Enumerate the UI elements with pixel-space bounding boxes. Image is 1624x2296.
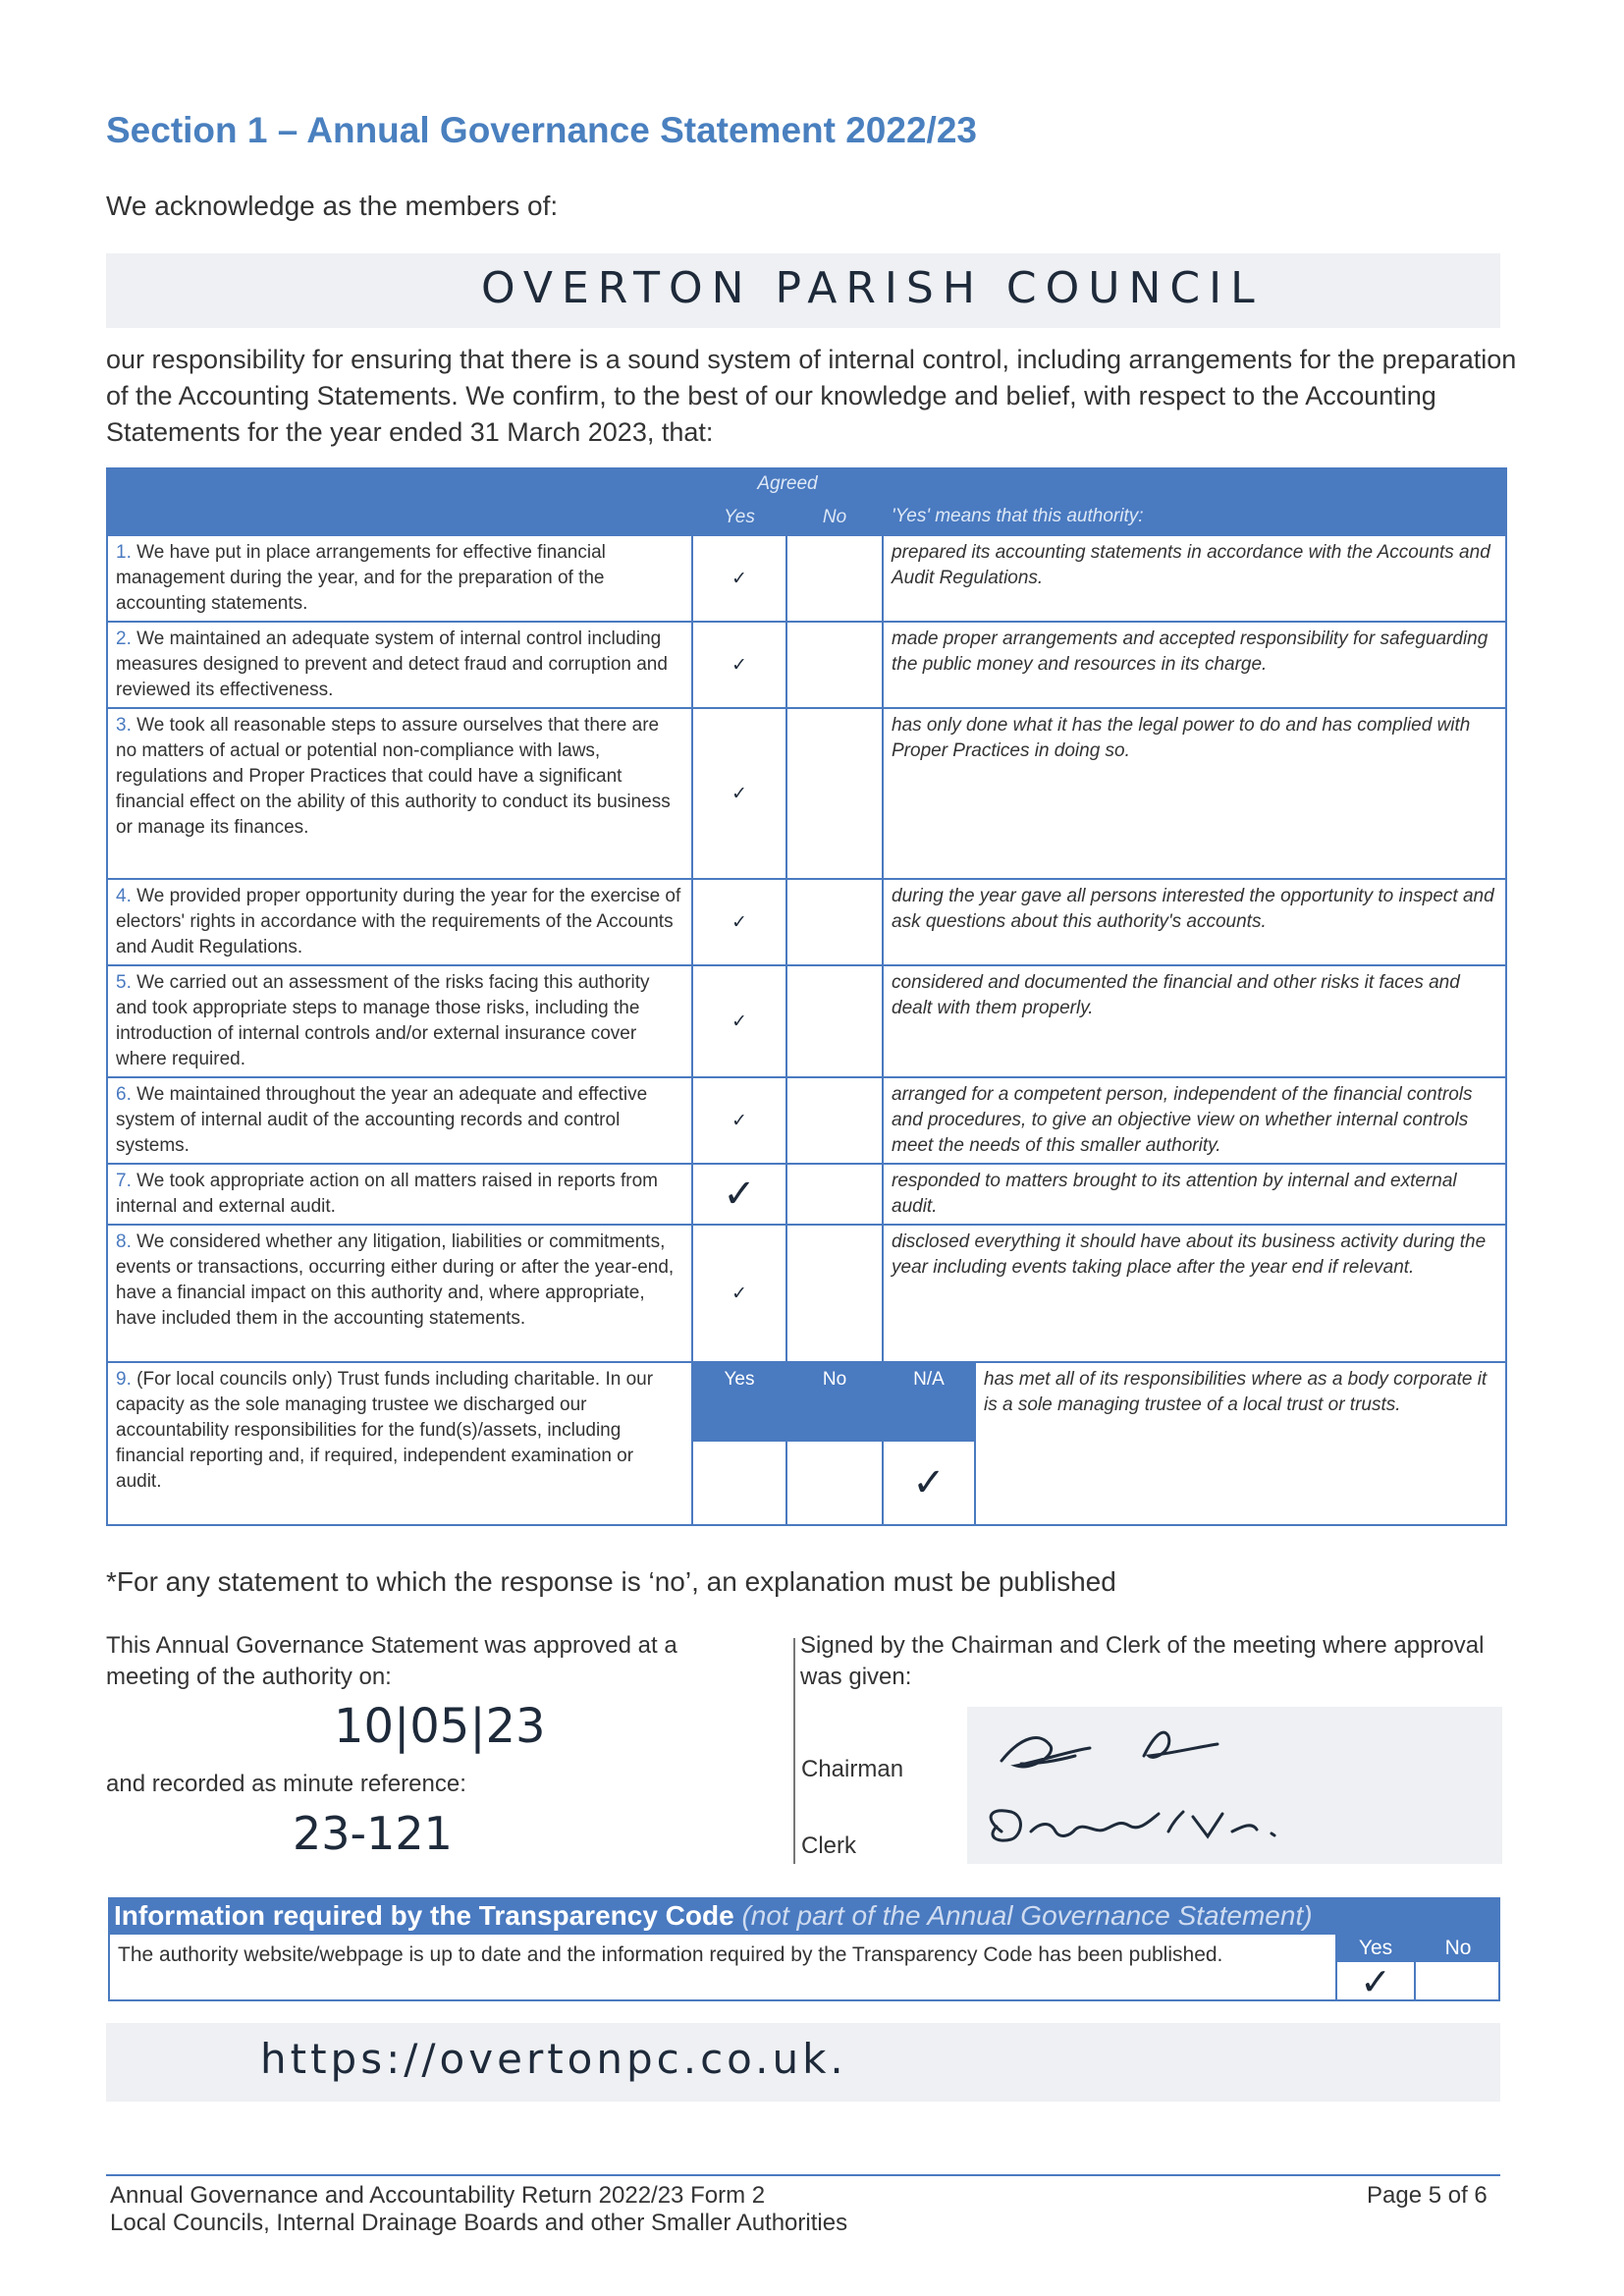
- header-yes: Yes: [692, 500, 786, 535]
- means-text: arranged for a competent person, independent of the financial controls and procedures, to give an objective view on whether internal controls meet the needs of this smaller authority.: [883, 1077, 1506, 1164]
- header-means: 'Yes' means that this authority:: [883, 500, 1506, 535]
- website-address: https://overtonpc.co.uk.: [260, 2035, 847, 2083]
- chairman-signature: [982, 1717, 1276, 1785]
- statement-row-9: [107, 1362, 1506, 1441]
- header-yes-9: Yes: [692, 1362, 786, 1441]
- header-blank-right: [883, 468, 1506, 500]
- no-cell: [786, 535, 883, 622]
- tick-yes: ✓: [692, 622, 786, 708]
- no-cell: [786, 708, 883, 879]
- statement-text: 6. We maintained throughout the year an adequate and effective system of internal audit of the accounting records and control systems.: [107, 1077, 692, 1164]
- footer-rule: [106, 2174, 1500, 2176]
- footer-text: [110, 2182, 847, 2237]
- statement-row: [107, 535, 1506, 622]
- header-no-9: No: [786, 1362, 883, 1441]
- approval-date: 10|05|23: [334, 1699, 546, 1754]
- statement-row: [107, 1225, 1506, 1362]
- clerk-label: Clerk: [801, 1832, 857, 1859]
- statement-row: [107, 1164, 1506, 1225]
- yes-cell-9: [692, 1441, 786, 1525]
- transparency-heading: Information required by the Transparency Code (not part of the Annual Governance Statement): [108, 1897, 1500, 1935]
- signed-text: Signed by the Chairman and Clerk of the meeting where approval was given:: [800, 1632, 1485, 1690]
- statement-text: 4. We provided proper opportunity during the year for the exercise of electors' rights in accordance with the requirements of the Accounts and Audit Regulations.: [107, 879, 692, 965]
- clerk-signature: [972, 1792, 1326, 1861]
- footer-line-2: Local Councils, Internal Drainage Boards and other Smaller Authorities: [110, 2210, 848, 2236]
- means-text: disclosed everything it should have about its business activity during the year including events taking place after the year end if relevant.: [883, 1225, 1506, 1362]
- council-name: OVERTON PARISH COUNCIL: [481, 263, 1264, 313]
- statement-row: [107, 708, 1506, 879]
- tick-na: ✓: [883, 1441, 975, 1525]
- statement-row: [107, 622, 1506, 708]
- tick-yes: ✓: [692, 708, 786, 879]
- statement-text: 3. We took all reasonable steps to assure ourselves that there are no matters of actual or potential non-compliance with laws, regulations and Proper Practices that could have a significant financial effect on the ability of this authority to conduct its business or manage its finances.: [107, 708, 692, 879]
- header-no: No: [786, 500, 883, 535]
- section-title: Section 1 – Annual Governance Statement 2022/23: [106, 110, 977, 150]
- footnote: *For any statement to which the response is ‘no’, an explanation must be published: [106, 1566, 1116, 1597]
- no-cell-9: [786, 1441, 883, 1525]
- transparency-tick: ✓: [1360, 1960, 1391, 2003]
- chairman-label: Chairman: [801, 1756, 904, 1782]
- means-text: has only done what it has the legal power to do and has complied with Proper Practices in doing so.: [883, 708, 1506, 879]
- divider: [793, 1638, 795, 1864]
- means-text: responded to matters brought to its attention by internal and external audit.: [883, 1164, 1506, 1225]
- no-cell: [786, 622, 883, 708]
- transparency-yes: [1335, 1935, 1414, 2001]
- statement-text: 8. We considered whether any litigation, liabilities or commitments, events or transactions, occurring either during or after the year-end, have a financial impact on this authority and, where appropriate, have included them in the accounting statements.: [107, 1225, 692, 1362]
- means-text: during the year gave all persons interested the opportunity to inspect and ask questions about this authority's accounts.: [883, 879, 1506, 965]
- tick-yes: ✓: [692, 1225, 786, 1362]
- no-cell: [786, 1225, 883, 1362]
- acknowledge-text: We acknowledge as the members of:: [106, 191, 559, 221]
- statement-row: [107, 1077, 1506, 1164]
- tick-yes: ✓: [692, 965, 786, 1077]
- recorded-text: and recorded as minute reference:: [106, 1771, 466, 1797]
- tick-yes: ✓: [692, 1164, 786, 1225]
- footer-line-1: Annual Governance and Accountability Return 2022/23 Form 2: [110, 2182, 766, 2209]
- means-text: considered and documented the financial and other risks it faces and dealt with them properly.: [883, 965, 1506, 1077]
- header-row-agreed: [107, 468, 1506, 500]
- page-number: Page 5 of 6: [1367, 2182, 1488, 2209]
- no-cell: [786, 1164, 883, 1225]
- header-blank: [107, 468, 692, 535]
- statement-text: 2. We maintained an adequate system of internal control including measures designed to prevent and detect fraud and corruption and reviewed its effectiveness.: [107, 622, 692, 708]
- transparency-no-label: No: [1416, 1935, 1500, 1962]
- tick-yes: ✓: [692, 1077, 786, 1164]
- no-cell: [786, 1077, 883, 1164]
- approved-text: This Annual Governance Statement was approved at a meeting of the authority on:: [106, 1632, 677, 1690]
- statement-text: 9. (For local councils only) Trust funds including charitable. In our capacity as the sole managing trustee we discharged our accountability responsibilities for the fund(s)/assets, including financial reporting and, if required, independent examination or audit.: [107, 1362, 692, 1525]
- minute-reference: 23-121: [293, 1807, 453, 1860]
- header-agreed: Agreed: [692, 468, 883, 500]
- means-text: made proper arrangements and accepted responsibility for safeguarding the public money and resources in its charge.: [883, 622, 1506, 708]
- no-cell: [786, 879, 883, 965]
- means-text: has met all of its responsibilities where as a body corporate it is a sole managing trustee of a local trust or trusts.: [975, 1362, 1506, 1525]
- statement-text: 1. We have put in place arrangements for effective financial management during the year, and for the preparation of the accounting statements.: [107, 535, 692, 622]
- tick-yes: ✓: [692, 879, 786, 965]
- transparency-no: [1414, 1935, 1500, 2001]
- statement-text: 7. We took appropriate action on all matters raised in reports from internal and external audit.: [107, 1164, 692, 1225]
- governance-table: [106, 467, 1507, 1526]
- header-na-9: N/A: [883, 1362, 975, 1441]
- transparency-text: The authority website/webpage is up to date and the information required by the Transparency Code has been published.: [118, 1943, 1223, 1966]
- statement-row: [107, 965, 1506, 1077]
- responsibility-text: our responsibility for ensuring that there is a sound system of internal control, including arrangements for the preparation of the Accounting Statements. We confirm, to the best of our knowledge and belief, with respect to the Accounting Statements for the year ended 31 March 2023, that:: [106, 345, 1517, 447]
- no-cell: [786, 965, 883, 1077]
- tick-yes: ✓: [692, 535, 786, 622]
- transparency-yes-label: Yes: [1337, 1935, 1414, 1962]
- statement-row: [107, 879, 1506, 965]
- means-text: prepared its accounting statements in accordance with the Accounts and Audit Regulations.: [883, 535, 1506, 622]
- statement-text: 5. We carried out an assessment of the risks facing this authority and took appropriate steps to manage those risks, including the introduction of internal controls and/or external insurance cover where required.: [107, 965, 692, 1077]
